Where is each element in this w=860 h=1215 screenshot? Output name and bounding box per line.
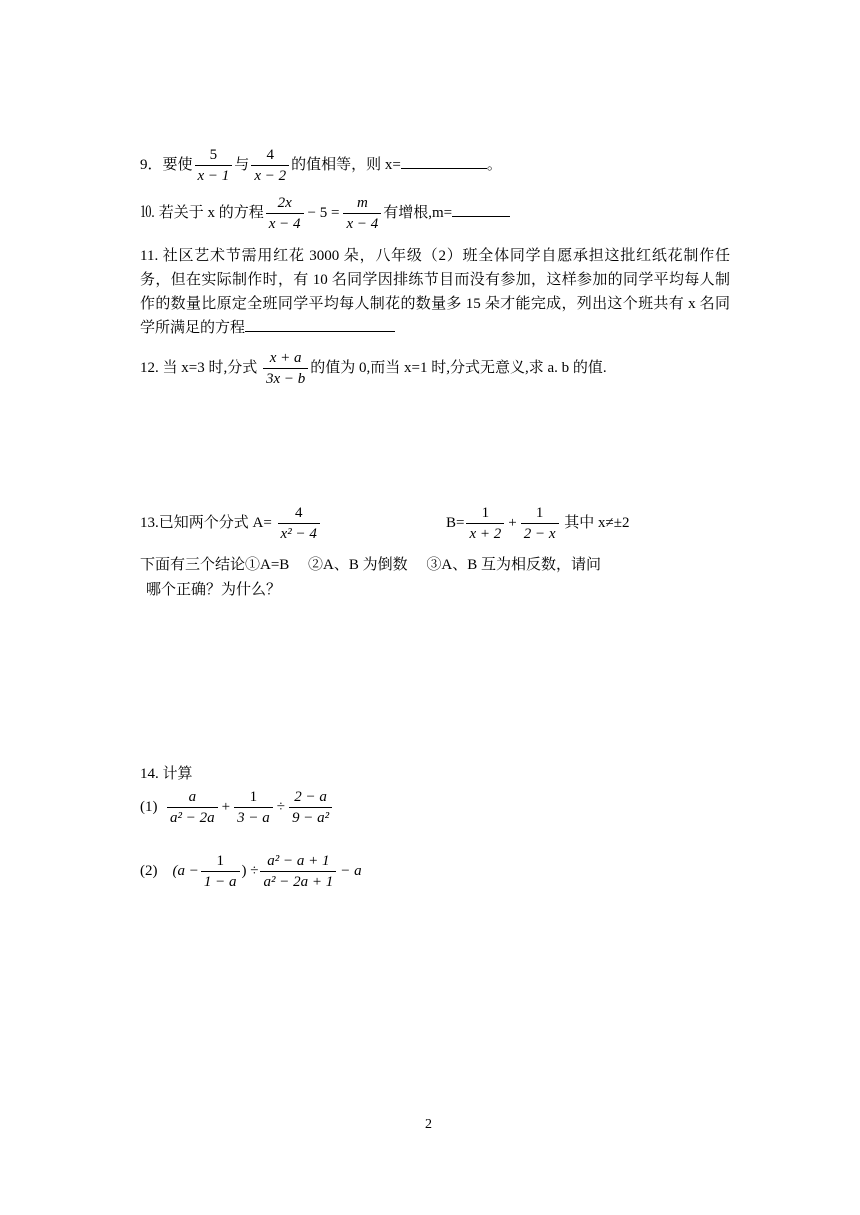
q9-frac2-num: 4 bbox=[266, 147, 274, 163]
question-9 bbox=[140, 145, 502, 186]
q10-fraction-2 bbox=[343, 193, 381, 234]
q14-p1-f2-num: 1 bbox=[249, 789, 258, 805]
q13-b2-num: 1 bbox=[535, 505, 544, 521]
q13-plus: + bbox=[508, 514, 517, 531]
q14-p2-fraction-1 bbox=[201, 851, 240, 892]
q9-fraction-2 bbox=[251, 145, 289, 186]
q14-part-2 bbox=[140, 851, 364, 892]
q9-fraction-1 bbox=[195, 145, 233, 186]
q13-a-num: 4 bbox=[294, 505, 303, 521]
q10-minus5: − 5 = bbox=[307, 204, 340, 221]
q13-a-den: x² − 4 bbox=[278, 523, 320, 544]
q14-p1-fraction-3 bbox=[289, 787, 332, 828]
q14-part-1 bbox=[140, 787, 334, 828]
q13-b1-num: 1 bbox=[481, 505, 490, 521]
q13-fraction-b1 bbox=[466, 503, 504, 544]
q10-answer-blank[interactable] bbox=[452, 216, 510, 217]
q9-prefix: 9．要使 bbox=[140, 156, 193, 173]
question-13-b bbox=[446, 503, 629, 544]
q14-p2-label: (2) bbox=[140, 862, 158, 879]
q14-p2-f1-den: 1 − a bbox=[201, 871, 240, 892]
q12-prefix: 12. 当 x=3 时,分式 bbox=[140, 359, 258, 376]
q10-frac2-num: m bbox=[356, 195, 368, 211]
q14-p1-f3-den: 9 − a² bbox=[289, 807, 332, 828]
q9-frac1-den: x − 1 bbox=[195, 165, 233, 186]
q14-p2-f1-num: 1 bbox=[216, 853, 224, 869]
q14-p2-open: (a − bbox=[172, 862, 199, 879]
q10-frac1-num: 2x bbox=[277, 195, 292, 211]
q13-fraction-a bbox=[278, 503, 320, 544]
q13-line-3: 哪个正确？为什么？ bbox=[146, 582, 282, 598]
q9-answer-blank[interactable] bbox=[401, 168, 487, 169]
q14-p2-fraction-2 bbox=[260, 851, 336, 892]
question-11 bbox=[140, 244, 730, 340]
q14-p1-fraction-2 bbox=[234, 787, 273, 828]
q12-frac-den: 3x − b bbox=[263, 368, 308, 389]
q14-p1-plus: + bbox=[221, 798, 231, 815]
page-number: 2 bbox=[425, 1117, 432, 1132]
q12-fraction bbox=[263, 348, 308, 389]
q10-prefix: ⒑ 若关于 x 的方程 bbox=[140, 204, 264, 221]
question-13-line-1 bbox=[140, 503, 322, 544]
q14-p1-f1-den: a² − 2a bbox=[167, 807, 218, 828]
q13-b2-den: 2 − x bbox=[521, 523, 559, 544]
q9-mid: 与 bbox=[234, 156, 250, 173]
q12-suffix: 的值为 0,而当 x=1 时,分式无意义,求 a. b 的值. bbox=[310, 359, 607, 376]
q14-p1-label: (1) bbox=[140, 798, 158, 815]
q10-suffix: 有增根,m= bbox=[383, 204, 453, 221]
q13-condition: 其中 x≠±2 bbox=[564, 514, 630, 531]
q14-p2-tail: − a bbox=[340, 862, 362, 879]
q14-p1-div: ÷ bbox=[276, 798, 285, 815]
q11-text: 11. 社区艺术节需用红花 3000 朵，八年级（2）班全体同学自愿承担这批红纸花制作任务，但在实际制作时，有 10 名同学因排练节目而没有参加，这样参加的同学平均每人制作的数量比原定全班同学平均每人制花的数量多 15 朵才能完成，列出这个班共有 x 名同学所满足的方程 bbox=[140, 248, 730, 336]
q14-p2-f2-den: a² − 2a + 1 bbox=[260, 871, 336, 892]
q9-frac2-den: x − 2 bbox=[251, 165, 289, 186]
q10-frac1-den: x − 4 bbox=[266, 213, 304, 234]
q14-p1-f1-num: a bbox=[188, 789, 197, 805]
q9-suffix: 的值相等，则 x= bbox=[291, 156, 401, 173]
q11-answer-blank[interactable] bbox=[245, 331, 395, 332]
q13-b1-den: x + 2 bbox=[466, 523, 504, 544]
q13-fraction-b2 bbox=[521, 503, 559, 544]
q13-b-label: B= bbox=[446, 514, 465, 531]
q9-end: 。 bbox=[486, 156, 502, 173]
q10-fraction-1 bbox=[266, 193, 304, 234]
q13-prefix: 13.已知两个分式 A= bbox=[140, 514, 272, 531]
q14-p1-f2-den: 3 − a bbox=[234, 807, 273, 828]
question-10 bbox=[140, 193, 510, 234]
q9-frac1-num: 5 bbox=[209, 147, 218, 163]
q12-frac-num: x + a bbox=[269, 350, 302, 366]
q14-p2-close: ) ÷ bbox=[241, 862, 259, 879]
q10-frac2-den: x − 4 bbox=[343, 213, 381, 234]
q13-line-2: 下面有三个结论①A=B ②A、B 为倒数 ③A、B 互为相反数，请问 bbox=[140, 557, 601, 573]
q14-title: 14. 计算 bbox=[140, 766, 193, 782]
q14-p1-f3-num: 2 − a bbox=[294, 789, 327, 805]
q14-p2-f2-num: a² − a + 1 bbox=[267, 853, 330, 869]
q14-p1-fraction-1 bbox=[167, 787, 218, 828]
question-12 bbox=[140, 348, 607, 389]
